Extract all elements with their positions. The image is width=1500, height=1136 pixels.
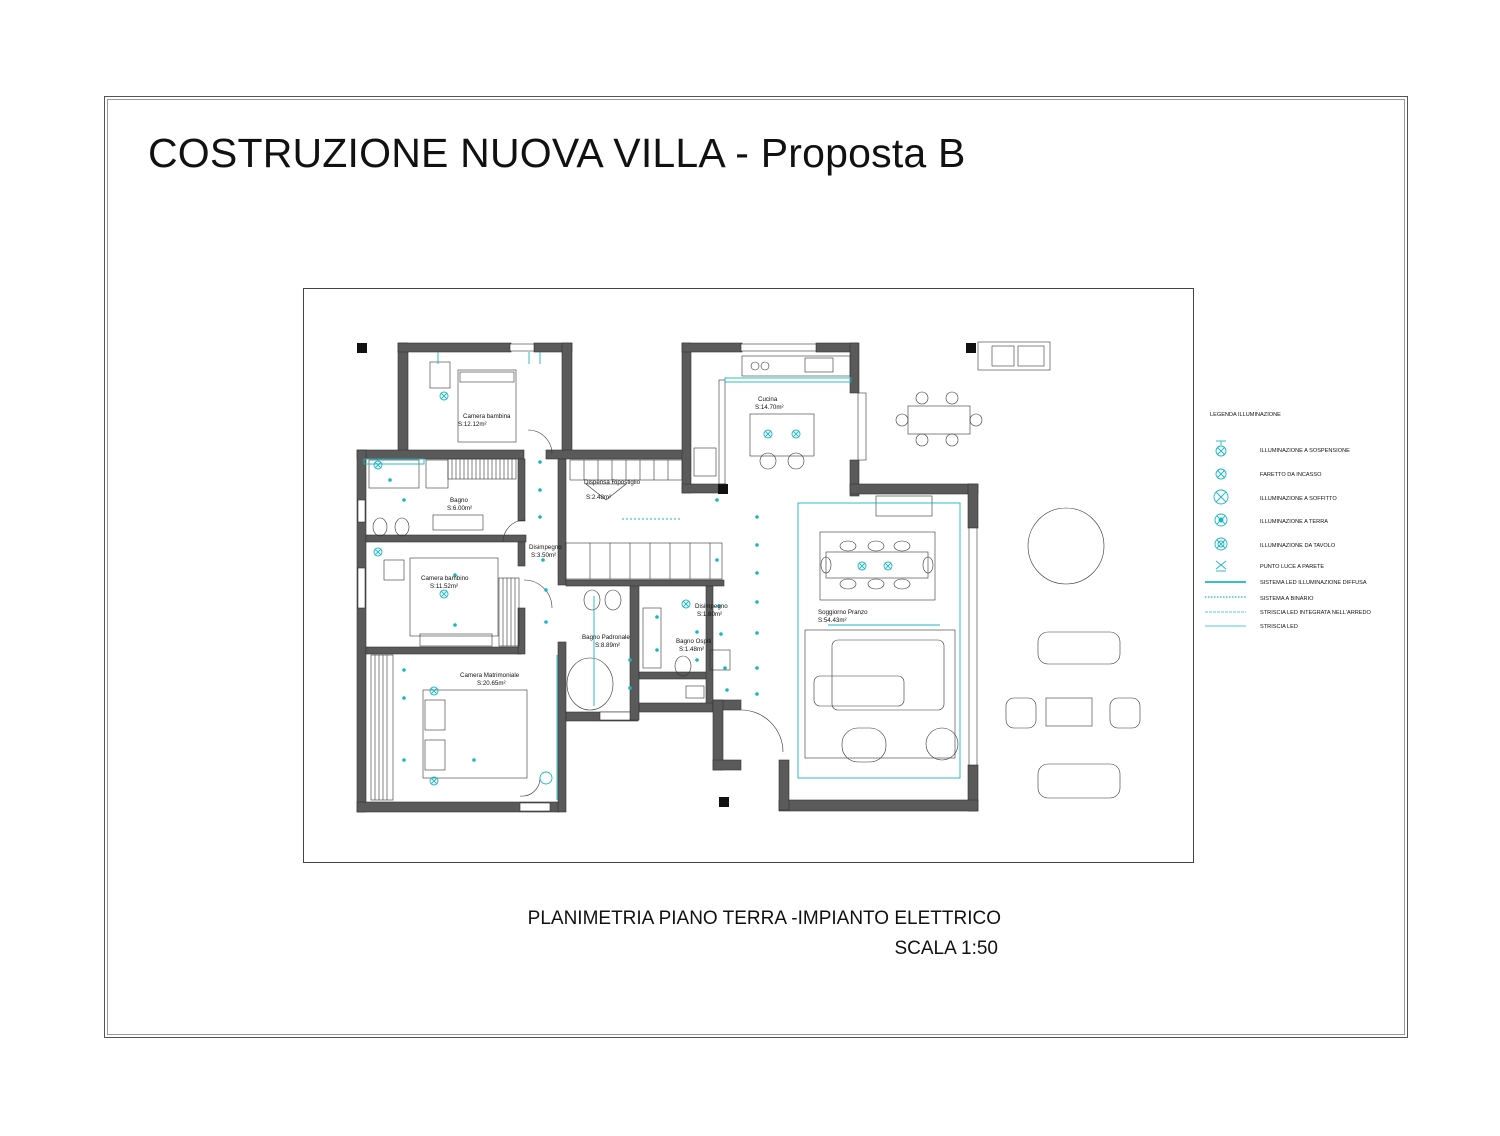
room-area-disimpegno: S:3.50m² bbox=[531, 552, 557, 559]
legend-label-table-light: ILLUMINAZIONE DA TAVOLO bbox=[1260, 543, 1336, 549]
floor-light-icon bbox=[1215, 514, 1227, 526]
room-area-bagno-ospiti: S:1.48m² bbox=[679, 646, 705, 653]
room-area-bagno: S:6.00m² bbox=[447, 505, 473, 512]
drawing-title: COSTRUZIONE NUOVA VILLA - Proposta B bbox=[148, 130, 966, 176]
room-name-soggiorno-pranzo: Soggiorno Pranzo bbox=[818, 609, 868, 616]
legend-label-track-system: SISTEMA A BINARIO bbox=[1260, 596, 1314, 602]
legend-label-wall-light: PUNTO LUCE A PARETE bbox=[1260, 564, 1325, 570]
wall-light-icon bbox=[1216, 561, 1226, 571]
legend-title: LEGENDA ILLUMINAZIONE bbox=[1210, 412, 1281, 418]
room-name-cucina: Cucina bbox=[758, 396, 778, 403]
room-name-bagno: Bagno bbox=[450, 497, 468, 504]
room-name-bagno-padronale: Bagno Padronale bbox=[582, 634, 630, 641]
legend-label-recessed-spot: FARETTO DA INCASSO bbox=[1260, 472, 1322, 478]
room-area-camera-matrimoniale: S:20.65m² bbox=[477, 680, 506, 687]
legend-label-ceiling-light: ILLUMINAZIONE A SOFFITTO bbox=[1260, 496, 1337, 502]
legend-label-led-diffuse: SISTEMA LED ILLUMINAZIONE DIFFUSA bbox=[1260, 580, 1367, 586]
room-name-camera-matrimoniale: Camera Matrimoniale bbox=[460, 672, 520, 679]
room-area-soggiorno-pranzo: S:54.43m² bbox=[818, 617, 847, 624]
ceiling-light-icon bbox=[1214, 490, 1228, 504]
room-name-camera-bambino: Camera bambino bbox=[421, 575, 469, 582]
room-area-camera-bambina: S:12.12m² bbox=[458, 421, 487, 428]
room-area-disimpegno-2: S:1.80m² bbox=[697, 611, 723, 618]
legend-label-floor-light: ILLUMINAZIONE A TERRA bbox=[1260, 519, 1328, 525]
room-name-camera-bambina: Camera bambina bbox=[463, 413, 511, 420]
recessed-spot-icon bbox=[1216, 469, 1226, 479]
drawing-scale: SCALA 1:50 bbox=[894, 938, 998, 959]
room-area-camera-bambino: S:11.52m² bbox=[430, 583, 459, 590]
lighting-legend bbox=[1205, 412, 1372, 630]
drawing-caption: PLANIMETRIA PIANO TERRA -IMPIANTO ELETTRICO bbox=[527, 908, 1001, 929]
pendant-light-icon bbox=[1216, 441, 1226, 456]
room-name-disimpegno-2: Disimpegno bbox=[695, 603, 728, 610]
legend-label-pendant: ILLUMINAZIONE A SOSPENSIONE bbox=[1260, 448, 1350, 454]
table-light-icon bbox=[1215, 538, 1227, 550]
room-name-dispensa: Dispensa Ripostiglio bbox=[584, 479, 641, 486]
room-area-bagno-padronale: S:8.89m² bbox=[595, 642, 621, 649]
room-name-disimpegno: Disimpegno bbox=[529, 544, 562, 551]
legend-label-led-furniture: STRISCIA LED INTEGRATA NELL'ARREDO bbox=[1260, 610, 1371, 616]
room-name-bagno-ospiti: Bagno Ospiti bbox=[676, 638, 712, 645]
room-area-cucina: S:14.70m² bbox=[755, 404, 784, 411]
legend-label-led-strip: STRISCIA LED bbox=[1260, 624, 1298, 630]
room-area-dispensa: S:2.48m² bbox=[586, 494, 612, 501]
